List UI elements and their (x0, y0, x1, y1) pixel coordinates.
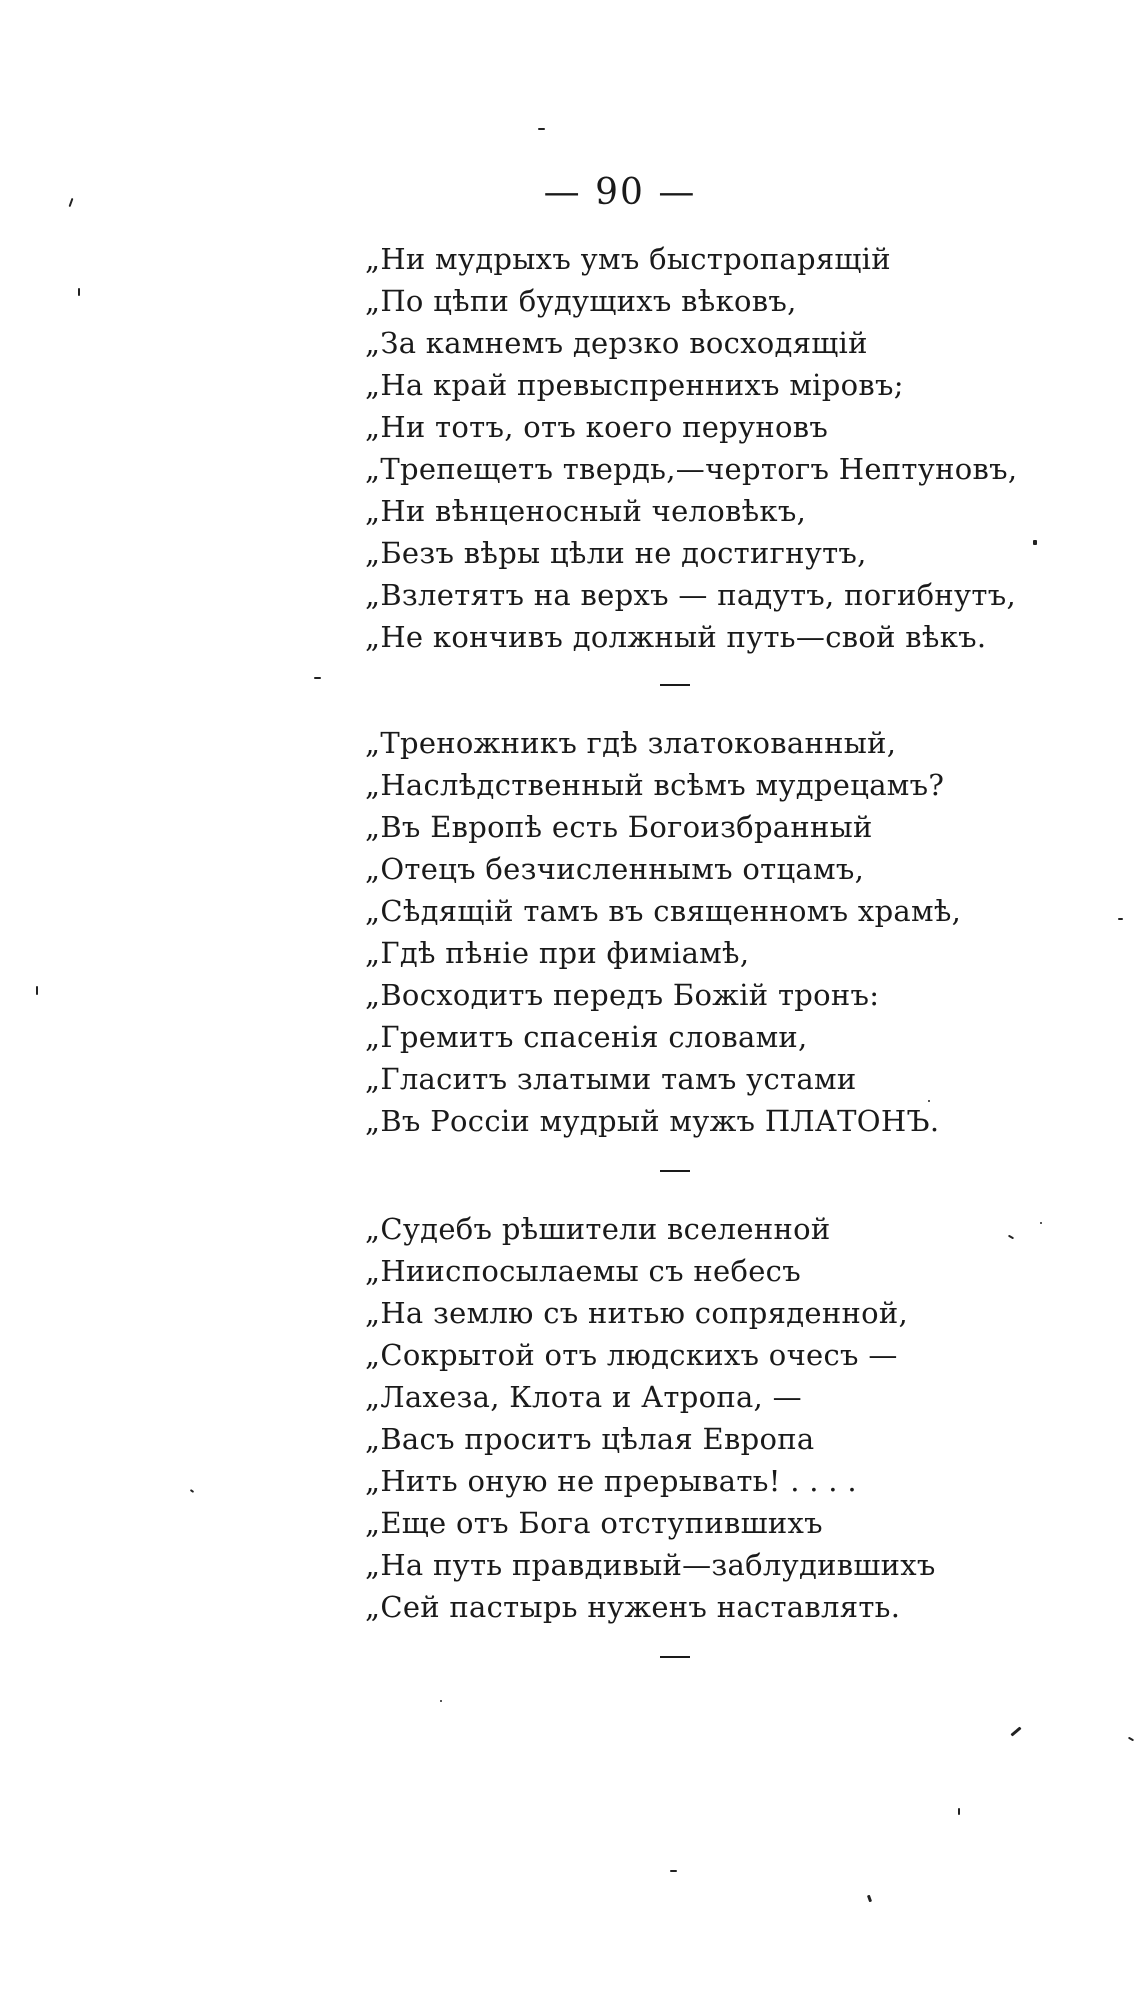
verse-line: „Сей пастырь нуженъ наставлять. (365, 1590, 901, 1624)
scan-speck (314, 677, 321, 679)
stanza-divider (660, 1656, 690, 1658)
stanza-1 (365, 238, 1018, 658)
verse-line: „Гдѣ пѣніе при фиміамѣ, (365, 936, 750, 970)
scan-speck (36, 986, 38, 995)
verse-line: „Въ Европѣ есть Богоизбранный (365, 810, 873, 844)
verse-line: „Гласитъ златыми тамъ устами (365, 1062, 857, 1096)
verse-line: „Ни мудрыхъ умъ быстропарящій (365, 242, 891, 276)
verse-line: „На землю съ нитью сопряденной, (365, 1296, 908, 1330)
scan-speck (1118, 918, 1123, 920)
stanza-2 (365, 722, 985, 1142)
scan-speck (928, 1100, 930, 1102)
scan-speck (440, 1700, 442, 1702)
scan-speck (1008, 1235, 1014, 1240)
stanza-divider (660, 1170, 690, 1172)
scan-speck (670, 1870, 677, 1872)
scan-speck (538, 128, 545, 130)
verse-line: „Взлетятъ на верхъ — падутъ, погибнутъ, (365, 578, 1016, 612)
page-number: — 90 — (543, 172, 697, 213)
verse-line: „Ни вѣнценосный человѣкъ, (365, 494, 807, 528)
verse-line: „Безъ вѣры цѣли не достигнутъ, (365, 536, 867, 570)
scan-speck (78, 288, 80, 296)
verse-line: „Лахеза, Клота и Атропа, — (365, 1380, 802, 1414)
verse-line: „На путь правдивый—заблудившихъ (365, 1548, 936, 1582)
verse-line: „Судебъ рѣшители вселенной (365, 1212, 831, 1246)
scan-speck (867, 1895, 872, 1903)
verse-line: „Васъ проситъ цѣлая Европа (365, 1422, 815, 1456)
verse-line: „Треножникъ гдѣ златокованный, (365, 726, 897, 760)
scan-speck (1010, 1726, 1021, 1736)
verse-line: „Въ Россіи мудрый мужъ ПЛАТОНЪ. (365, 1104, 940, 1138)
verse-line: „Нииспосылаемы съ небесъ (365, 1254, 801, 1288)
verse-line: „Гремитъ спасенія словами, (365, 1020, 808, 1054)
verse-line: „Сѣдящій тамъ въ священномъ храмѣ, (365, 894, 962, 928)
verse-line: „Не кончивъ должный путь—свой вѣкъ. (365, 620, 987, 654)
verse-line: „Ни тотъ, отъ коего перуновъ (365, 410, 829, 444)
verse-line: „За камнемъ дерзко восходящій (365, 326, 868, 360)
scan-speck (1128, 1737, 1134, 1742)
verse-line: „Восходитъ передъ Божій тронъ: (365, 978, 880, 1012)
scan-speck (1033, 540, 1037, 545)
verse-line: „Наслѣдственный всѣмъ мудрецамъ? (365, 768, 945, 802)
verse-line: „На край превыспреннихъ міровъ; (365, 368, 904, 402)
scan-speck (1040, 1222, 1042, 1224)
verse-line: „Еще отъ Бога отступившихъ (365, 1506, 823, 1540)
stanza-3 (365, 1208, 985, 1628)
scan-speck (958, 1808, 960, 1815)
stanza-divider (660, 684, 690, 686)
verse-line: „По цѣпи будущихъ вѣковъ, (365, 284, 797, 318)
verse-line: „Сокрытой отъ людскихъ очесъ — (365, 1338, 898, 1372)
verse-line: „Отецъ безчисленнымъ отцамъ, (365, 852, 865, 886)
verse-line: „Нить оную не прерывать! . . . . (365, 1464, 857, 1498)
scan-speck (190, 1489, 194, 1493)
verse-line: „Трепещетъ твердь,—чертогъ Нептуновъ, (365, 452, 1018, 486)
